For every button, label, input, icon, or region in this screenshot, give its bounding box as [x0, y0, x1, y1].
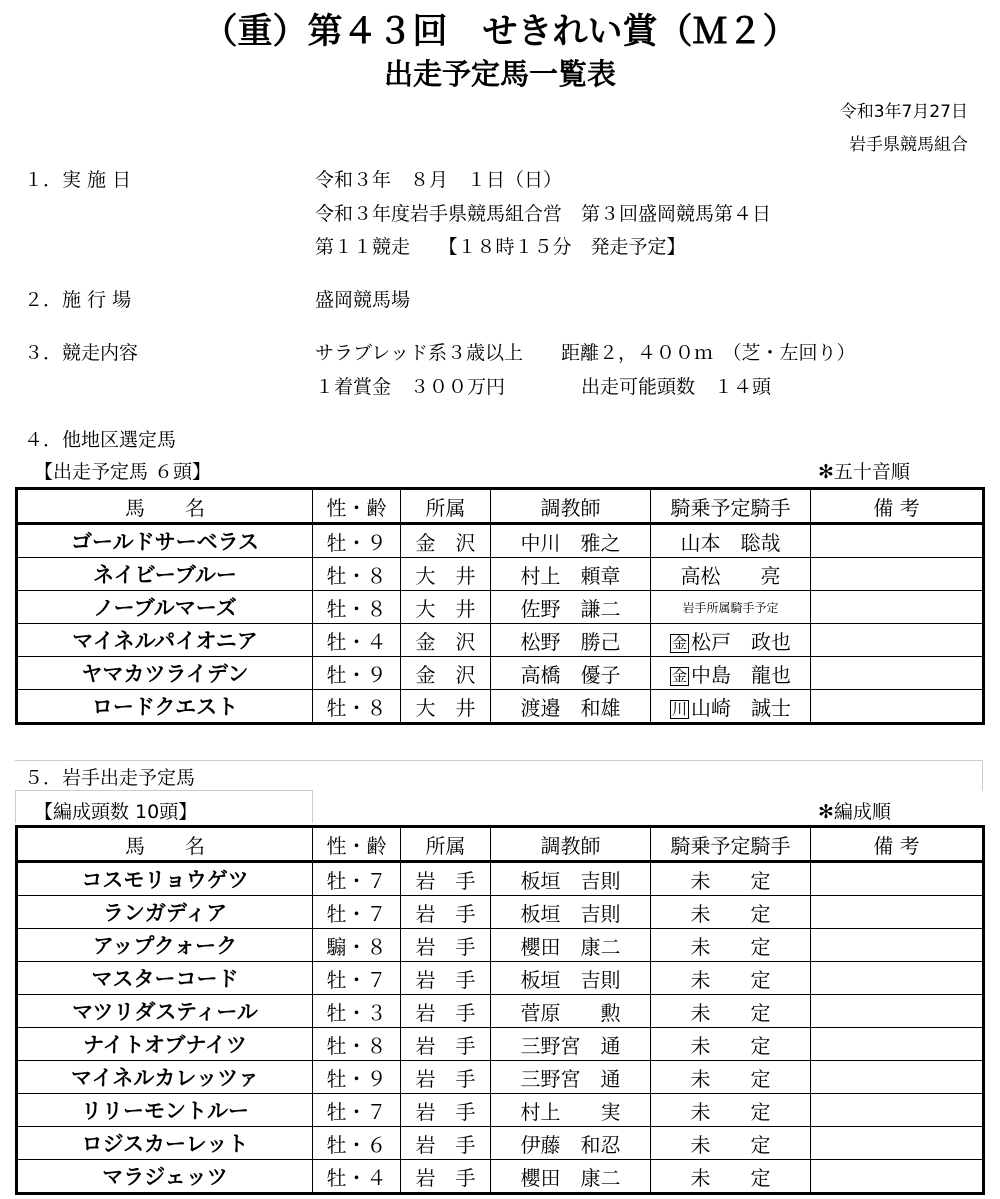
- table-row: [17, 862, 984, 896]
- remarks: [811, 624, 984, 657]
- remarks: [811, 1127, 984, 1160]
- col-header-affiliation: 所属: [401, 489, 491, 524]
- section-5-label: ５．岩手出走予定馬: [24, 767, 196, 789]
- remarks: [811, 962, 984, 995]
- col-header-affiliation: 所属: [401, 827, 491, 862]
- organizer: 岩手県競馬組合: [849, 135, 968, 155]
- horse-name: ロードクエスト: [17, 690, 313, 724]
- selected-horses-table: [15, 487, 985, 725]
- affiliation: 岩 手: [401, 1061, 491, 1094]
- table-row: [17, 896, 984, 929]
- sex-age: 牡・４: [313, 1160, 401, 1194]
- remarks: [811, 896, 984, 929]
- horse-name: ノーブルマーズ: [17, 591, 313, 624]
- trainer: 松野 勝己: [491, 624, 651, 657]
- section-1-label: １．実 施 日: [24, 169, 132, 191]
- affiliation: 岩 手: [401, 929, 491, 962]
- trainer: 板垣 吉則: [491, 896, 651, 929]
- table-row: [17, 1061, 984, 1094]
- trainer: 高橋 優子: [491, 657, 651, 690]
- remarks: [811, 524, 984, 558]
- col-header-sex-age: 性・齢: [313, 827, 401, 862]
- trainer: 菅原 勲: [491, 995, 651, 1028]
- affiliation: 金 沢: [401, 524, 491, 558]
- affiliation: 金 沢: [401, 624, 491, 657]
- jockey: 未 定: [651, 1127, 811, 1160]
- affiliation: 大 井: [401, 591, 491, 624]
- jockey: [651, 690, 811, 724]
- col-header-remarks: 備 考: [811, 827, 984, 862]
- table-row: [17, 558, 984, 591]
- affiliation: 岩 手: [401, 1160, 491, 1194]
- section-4-order-note: ✻五十音順: [818, 461, 910, 483]
- table-row: [17, 962, 984, 995]
- remarks: [811, 591, 984, 624]
- col-header-trainer: 調教師: [491, 827, 651, 862]
- affiliation: 岩 手: [401, 1094, 491, 1127]
- trainer: 板垣 吉則: [491, 862, 651, 896]
- jockey-name: 高松 亮: [680, 563, 781, 588]
- sex-age: 騸・８: [313, 929, 401, 962]
- jockey: [651, 624, 811, 657]
- jockey-name: 岩手所属騎手予定: [682, 600, 779, 615]
- jockey: 未 定: [651, 1094, 811, 1127]
- horse-name: ネイビーブルー: [17, 558, 313, 591]
- trainer: 佐野 謙二: [491, 591, 651, 624]
- jockey: [651, 657, 811, 690]
- sex-age: 牡・７: [313, 962, 401, 995]
- table-row: [17, 1127, 984, 1160]
- trainer: 板垣 吉則: [491, 962, 651, 995]
- table-row: [17, 995, 984, 1028]
- table-header-row: [17, 827, 984, 862]
- affiliation: 金 沢: [401, 657, 491, 690]
- horse-name: ナイトオブナイツ: [17, 1028, 313, 1061]
- horse-name: リリーモントルー: [17, 1094, 313, 1127]
- affiliation: 岩 手: [401, 962, 491, 995]
- jockey: 未 定: [651, 862, 811, 896]
- trainer: 村上 実: [491, 1094, 651, 1127]
- table-row: [17, 624, 984, 657]
- affiliation: 岩 手: [401, 995, 491, 1028]
- issue-date: 令和3年7月27日: [839, 102, 968, 122]
- remarks: [811, 1160, 984, 1194]
- sex-age: 牡・８: [313, 690, 401, 724]
- remarks: [811, 995, 984, 1028]
- col-header-jockey: 騎乗予定騎手: [651, 827, 811, 862]
- trainer: 村上 頼章: [491, 558, 651, 591]
- affiliation: 岩 手: [401, 862, 491, 896]
- horse-name: マラジェッツ: [17, 1160, 313, 1194]
- horse-name: ロジスカーレット: [17, 1127, 313, 1160]
- jockey: [651, 591, 811, 624]
- section-1-date: 令和３年 ８月 １日（日）: [315, 169, 563, 191]
- section-2-label: ２．施 行 場: [24, 289, 132, 311]
- section-5-order-note: ✻編成順: [818, 801, 891, 823]
- sex-age: 牡・８: [313, 558, 401, 591]
- horse-name: マツリダスティール: [17, 995, 313, 1028]
- jockey: 未 定: [651, 962, 811, 995]
- table-row: [17, 524, 984, 558]
- jockey: 未 定: [651, 1028, 811, 1061]
- affiliation-badge: 金: [671, 633, 687, 652]
- horse-name: ランガディア: [17, 896, 313, 929]
- section-1-race: 第１１競走 【１８時１５分 発走予定】: [315, 236, 686, 258]
- table-row: [17, 1094, 984, 1127]
- jockey: [651, 524, 811, 558]
- remarks: [811, 862, 984, 896]
- horse-name: アップクォーク: [17, 929, 313, 962]
- section-2-value: 盛岡競馬場: [315, 289, 411, 311]
- col-header-jockey: 騎乗予定騎手: [651, 489, 811, 524]
- section-4-count: 【出走予定馬 ６頭】: [34, 461, 212, 483]
- horse-name: マイネルパイオニア: [17, 624, 313, 657]
- table-header-row: [17, 489, 984, 524]
- jockey-name: 山崎 誠士: [691, 695, 791, 720]
- section-1-meeting: 令和３年度岩手県競馬組合営 第３回盛岡競馬第４日: [315, 203, 772, 225]
- table-row: [17, 1028, 984, 1061]
- col-header-name: 馬 名: [17, 827, 313, 862]
- jockey-name: 山本 聡哉: [680, 530, 781, 555]
- jockey-name: 中島 龍也: [691, 662, 791, 687]
- col-header-name: 馬 名: [17, 489, 313, 524]
- sex-age: 牡・７: [313, 896, 401, 929]
- horse-name: ゴールドサーベラス: [17, 524, 313, 558]
- section-5-count: 【編成頭数 10頭】: [34, 801, 198, 823]
- trainer: 中川 雅之: [491, 524, 651, 558]
- affiliation: 大 井: [401, 558, 491, 591]
- remarks: [811, 558, 984, 591]
- jockey: [651, 558, 811, 591]
- trainer: 伊藤 和忍: [491, 1127, 651, 1160]
- sex-age: 牡・９: [313, 1061, 401, 1094]
- trainer: 三野宮 通: [491, 1028, 651, 1061]
- remarks: [811, 690, 984, 724]
- section-4-label: ４．他地区選定馬: [24, 429, 177, 451]
- affiliation-badge: 金: [671, 666, 687, 685]
- jockey: 未 定: [651, 929, 811, 962]
- table-row: [17, 1160, 984, 1194]
- sex-age: 牡・６: [313, 1127, 401, 1160]
- horse-name: コスモリョウゲツ: [17, 862, 313, 896]
- jockey: 未 定: [651, 1061, 811, 1094]
- table-row: [17, 657, 984, 690]
- document-title: （重）第４３回 せきれい賞（Ｍ２）: [202, 11, 798, 52]
- section-3-conditions: サラブレッド系３歳以上 距離２，４００ｍ （芝・左回り）: [315, 342, 856, 364]
- jockey: 未 定: [651, 995, 811, 1028]
- sex-age: 牡・８: [313, 1028, 401, 1061]
- sex-age: 牡・７: [313, 862, 401, 896]
- remarks: [811, 1061, 984, 1094]
- sex-age: 牡・８: [313, 591, 401, 624]
- section-3-prize: １着賞金 ３００万円 出走可能頭数 １４頭: [315, 376, 772, 398]
- affiliation-badge: 川: [671, 699, 687, 718]
- sex-age: 牡・９: [313, 657, 401, 690]
- col-header-remarks: 備 考: [811, 489, 984, 524]
- iwate-horses-table: [15, 825, 985, 1195]
- sex-age: 牡・３: [313, 995, 401, 1028]
- trainer: 櫻田 康二: [491, 929, 651, 962]
- remarks: [811, 1094, 984, 1127]
- section-3-label: ３．競走内容: [24, 342, 139, 364]
- table-row: [17, 690, 984, 724]
- table-row: [17, 929, 984, 962]
- col-header-sex-age: 性・齢: [313, 489, 401, 524]
- jockey-name: 松戸 政也: [691, 629, 791, 654]
- sex-age: 牡・７: [313, 1094, 401, 1127]
- trainer: 渡邉 和雄: [491, 690, 651, 724]
- affiliation: 岩 手: [401, 1028, 491, 1061]
- jockey: 未 定: [651, 1160, 811, 1194]
- affiliation: 大 井: [401, 690, 491, 724]
- horse-name: マイネルカレッツァ: [17, 1061, 313, 1094]
- trainer: 三野宮 通: [491, 1061, 651, 1094]
- remarks: [811, 1028, 984, 1061]
- jockey: 未 定: [651, 896, 811, 929]
- remarks: [811, 929, 984, 962]
- horse-name: ヤマカツライデン: [17, 657, 313, 690]
- trainer: 櫻田 康二: [491, 1160, 651, 1194]
- table-row: [17, 591, 984, 624]
- sex-age: 牡・９: [313, 524, 401, 558]
- col-header-trainer: 調教師: [491, 489, 651, 524]
- horse-name: マスターコード: [17, 962, 313, 995]
- sex-age: 牡・４: [313, 624, 401, 657]
- document-subtitle: 出走予定馬一覧表: [383, 57, 616, 91]
- remarks: [811, 657, 984, 690]
- affiliation: 岩 手: [401, 896, 491, 929]
- affiliation: 岩 手: [401, 1127, 491, 1160]
